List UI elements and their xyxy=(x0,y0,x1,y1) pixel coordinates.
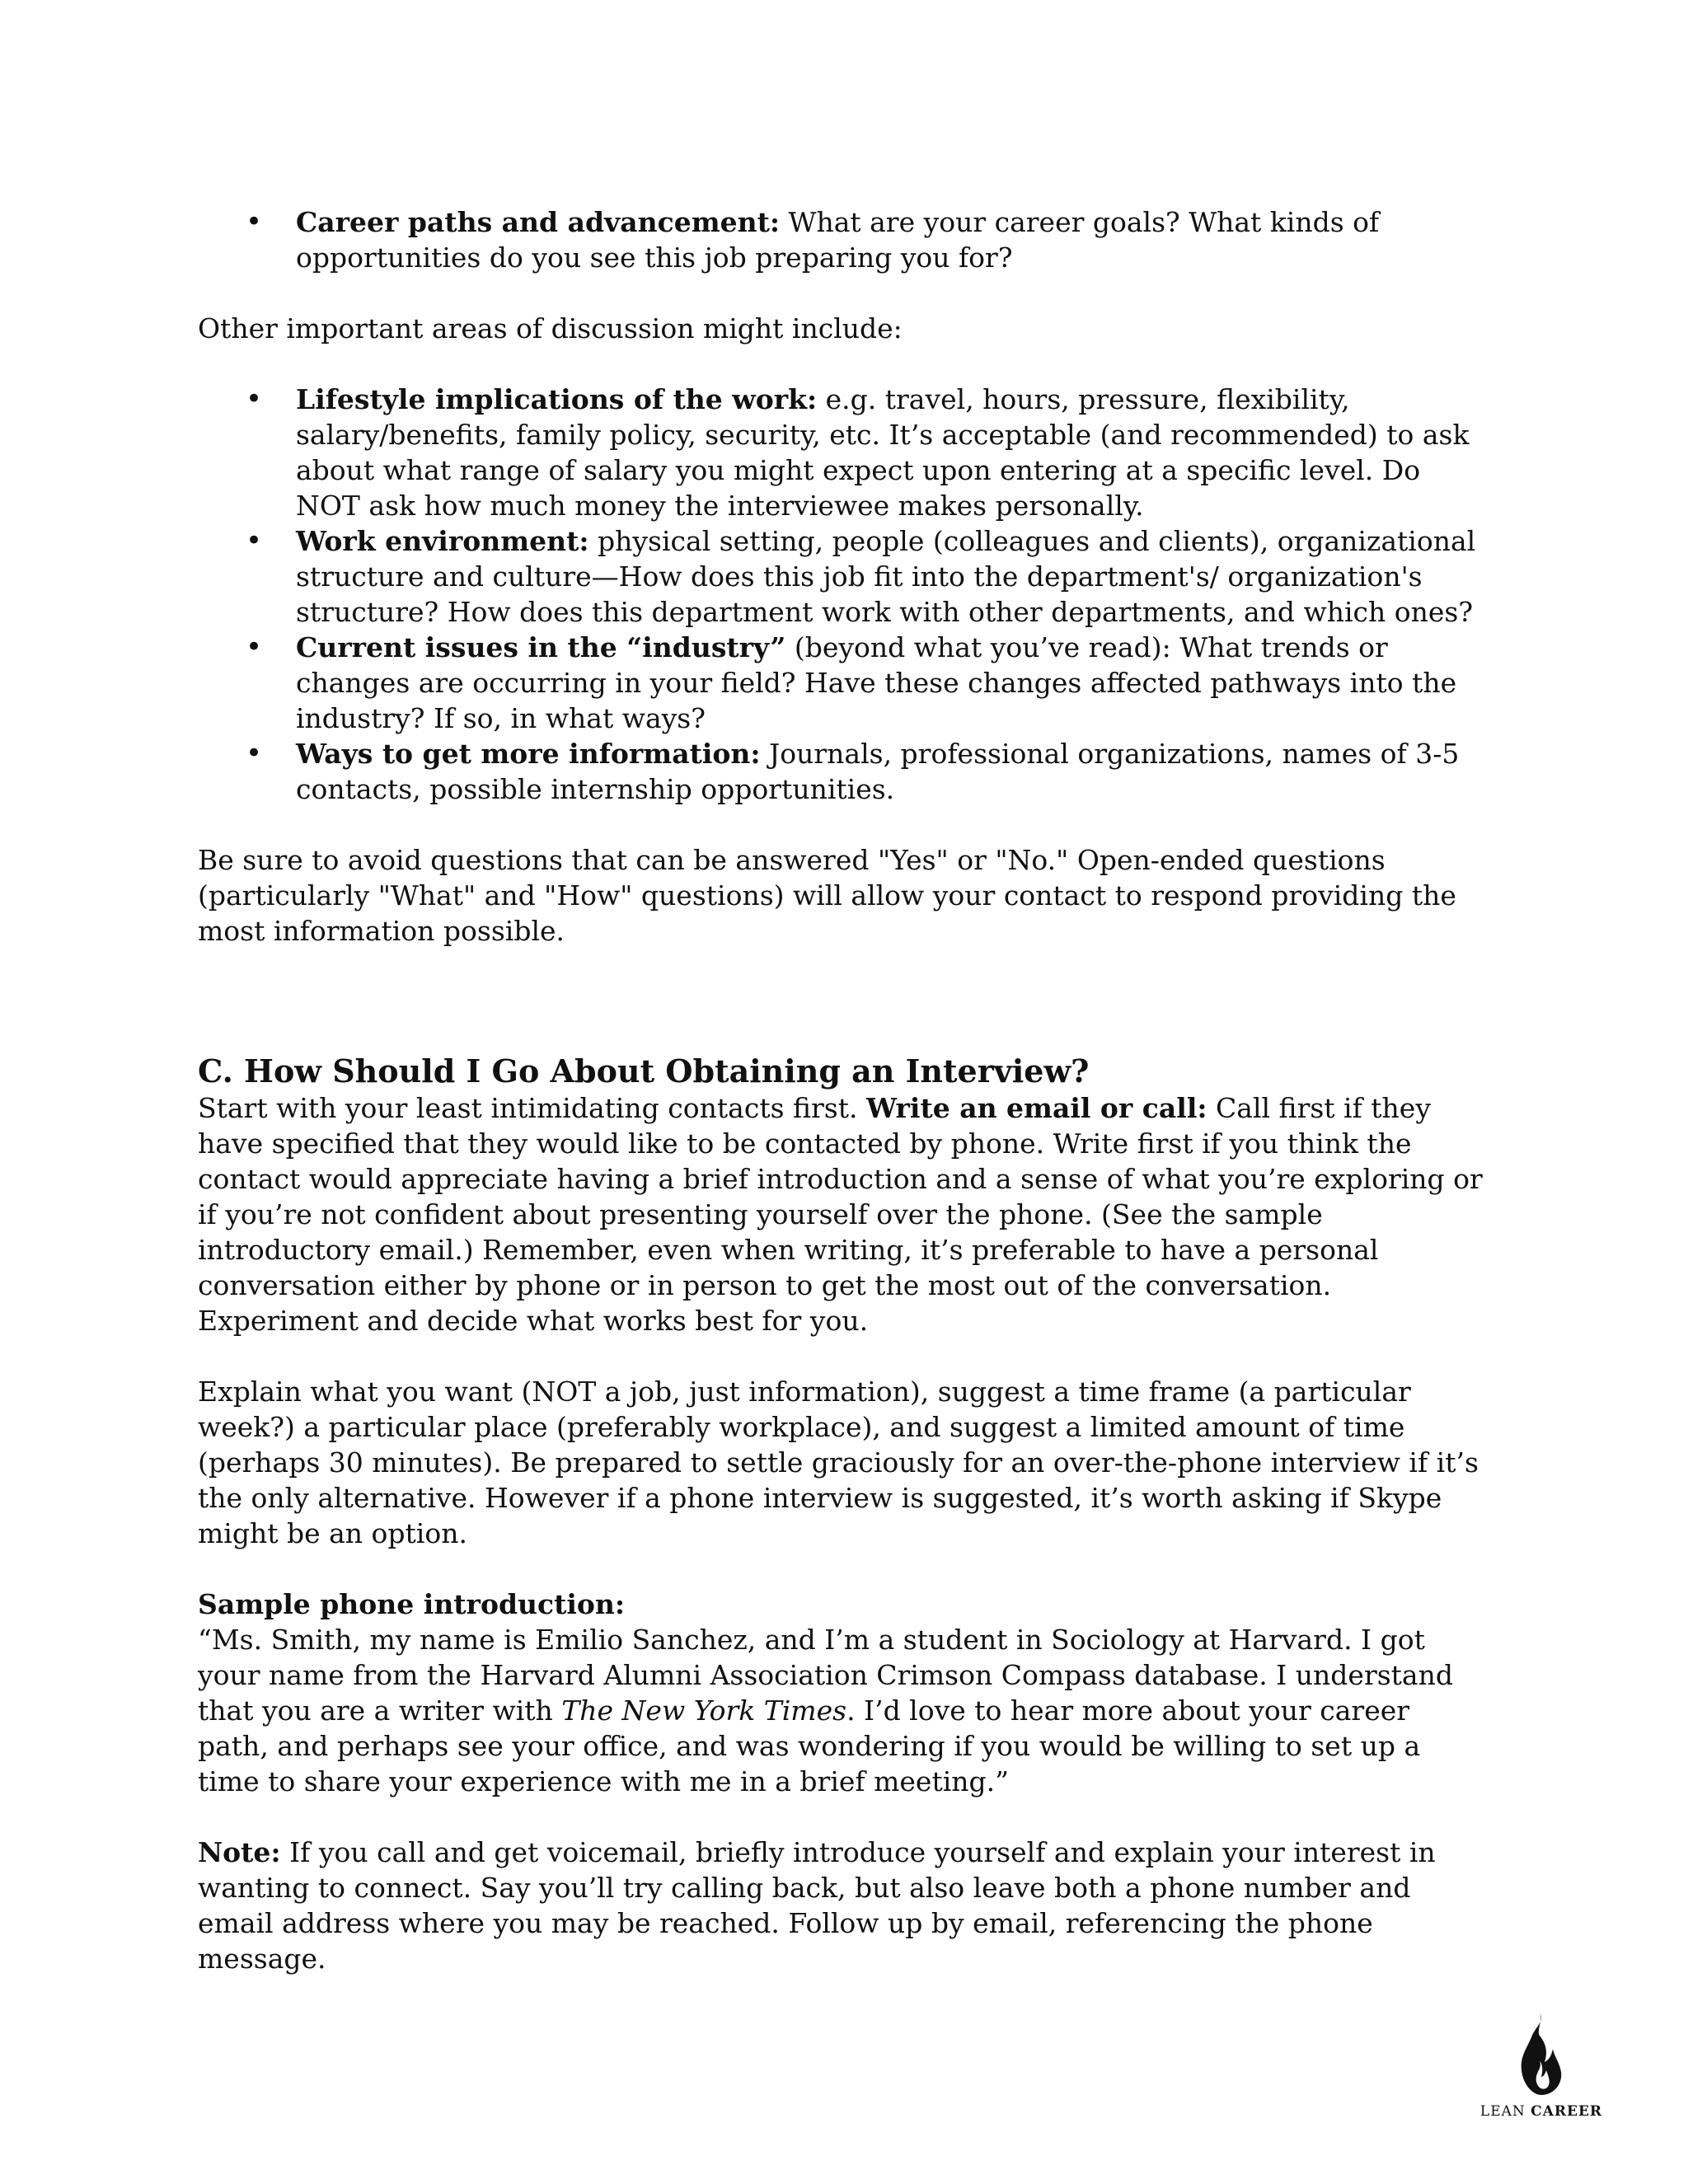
lean-career-logo xyxy=(1475,2011,1607,2120)
bullet-term: Career paths and advancement: xyxy=(296,206,781,238)
bullet-text: Journals, professional organizations, names of 3-5 contacts, possible internship opportunities. xyxy=(296,738,1460,805)
other-areas-bullet-list xyxy=(198,382,1484,807)
avoid-yes-no-paragraph: Be sure to avoid questions that can be answered "Yes" or "No." Open-ended questions (particularly "What" and "How" questions) will allow your contact to respond providing the most information possible. xyxy=(198,844,1456,947)
bullet-career-paths xyxy=(198,204,1484,275)
top-bullet-list xyxy=(198,204,1484,275)
sample-phone-text: “Ms. Smith, my name is Emilio Sanchez, and I’m a student in Sociology at Harvard. I got your name from the Harvard Alumni Association Crimson Compass database. I understand that you are a writer with The New York Times. I’d love to hear more about your career path, and perhaps see your office, and was wondering if you would be willing to set up a time to share your experience with me in a brief meeting.” xyxy=(198,1624,1453,1797)
bullet-work-environment xyxy=(198,523,1484,630)
bullet-text: physical setting, people (colleagues and clients), organizational structure and culture—How does this job fit into the department's/ organization's structure? How does this department work with other departments, and which ones? xyxy=(296,525,1476,628)
bullet-more-information xyxy=(198,736,1484,807)
bullet-text: What are your career goals? What kinds of opportunities do you see this job preparing you for? xyxy=(296,206,1380,274)
document-page xyxy=(198,204,1484,1976)
bullet-lifestyle xyxy=(198,382,1484,523)
logo-wordmark: LEAN CAREER xyxy=(1479,2103,1603,2120)
other-areas-intro: Other important areas of discussion might include: xyxy=(198,312,903,344)
bullet-term: Lifestyle implications of the work: xyxy=(296,383,818,415)
section-c-heading: C. How Should I Go About Obtaining an Interview? xyxy=(198,1052,1090,1090)
sample-phone-heading: Sample phone introduction: xyxy=(198,1588,626,1620)
bullet-term: Ways to get more information: xyxy=(296,738,761,770)
bullet-term: Current issues in the “industry” xyxy=(296,631,786,663)
bullet-term: Work environment: xyxy=(296,525,589,557)
bullet-current-issues xyxy=(198,630,1484,736)
section-c-paragraph-2: Explain what you want (NOT a job, just information), suggest a time frame (a particular week?) a particular place (preferably workplace), and suggest a limited amount of time (perhaps 30 minutes). Be prepared to settle graciously for an over-the-phone interview if it’s the only alternative. However if a phone interview is suggested, it’s worth asking if Skype might be an option. xyxy=(198,1376,1479,1549)
bullet-text: e.g. travel, hours, pressure, flexibility, salary/benefits, family policy, security, etc. It’s acceptable (and recommended) to ask about what range of salary you might expect upon entering at a specific level. Do NOT ask how much money the interviewee makes personally. xyxy=(296,383,1470,522)
note-paragraph: Note: If you call and get voicemail, briefly introduce yourself and explain your interest in wanting to connect. Say you’ll try calling back, but also leave both a phone number and email address where you may be reached. Follow up by email, referencing the phone message. xyxy=(198,1836,1436,1975)
bullet-text: (beyond what you’ve read): What trends or changes are occurring in your field? Have these changes affected pathways into the industry? If so, in what ways? xyxy=(296,631,1457,734)
section-c-paragraph-1: Start with your least intimidating contacts first. Write an email or call: Call first if they have specified that they would like to be contacted by phone. Write first if you think the contact would appreciate having a brief introduction and a sense of what you’re exploring or if you’re not confident about presenting yourself over the phone. (See the sample introductory email.) Remember, even when writing, it’s preferable to have a personal conversation either by phone or in person to get the most out of the conversation. Experiment and decide what works best for you. xyxy=(198,1092,1483,1337)
flame-icon xyxy=(1515,2011,1568,2097)
